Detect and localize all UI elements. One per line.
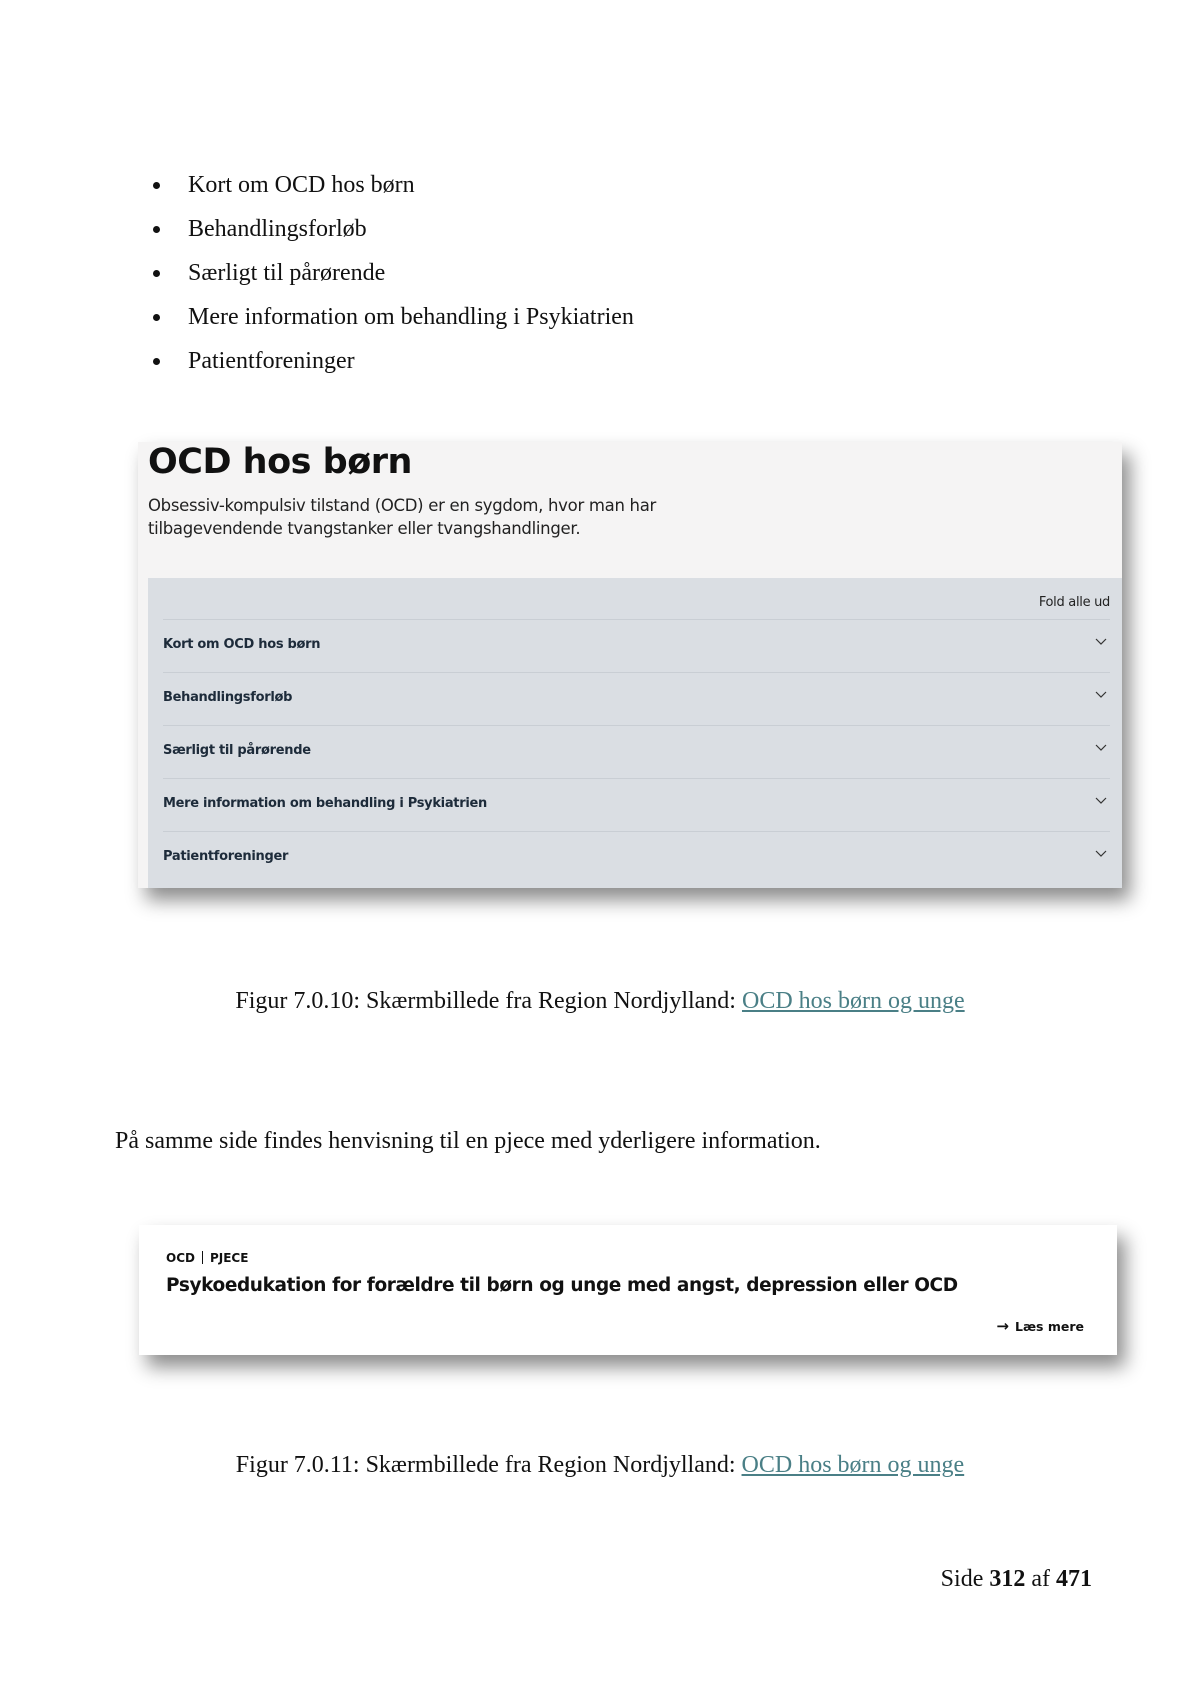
fold-all-button[interactable]: Fold alle ud	[1038, 595, 1110, 610]
list-item-text: Mere information om behandling i Psykiatrien	[188, 304, 634, 330]
chevron-down-icon	[1095, 742, 1107, 752]
bullet-icon	[153, 182, 160, 189]
chevron-down-icon	[1095, 689, 1107, 699]
list-item-text: Behandlingsforløb	[188, 216, 367, 242]
read-more-link[interactable]	[996, 1317, 1084, 1335]
accordion-item-label: Patientforeninger	[163, 849, 289, 864]
page-prefix: Side	[940, 1566, 984, 1592]
list-item-text: Kort om OCD hos børn	[188, 172, 415, 198]
bullet-list	[148, 170, 634, 390]
accordion-item-behandlingsforlob[interactable]	[163, 672, 1110, 725]
bullet-icon	[153, 314, 160, 321]
list-item-text: Patientforeninger	[188, 348, 355, 374]
chevron-down-icon	[1095, 848, 1107, 858]
accordion-item-mere-information[interactable]	[163, 778, 1110, 831]
accordion-panel	[148, 578, 1122, 888]
caption-link[interactable]: OCD hos børn og unge	[741, 1452, 965, 1478]
accordion-item-label: Kort om OCD hos børn	[163, 637, 321, 652]
chevron-down-icon	[1095, 636, 1107, 646]
bullet-icon	[153, 358, 160, 365]
arrow-right-icon: →	[996, 1317, 1009, 1335]
intro-line: Obsessiv-kompulsiv tilstand (OCD) er en sygdom, hvor man har	[148, 496, 657, 515]
screenshot-ocd-page	[138, 442, 1122, 888]
accordion-item-patientforeninger[interactable]	[163, 831, 1110, 884]
page-of: af	[1031, 1566, 1050, 1592]
accordion-item-label: Særligt til pårørende	[163, 743, 311, 758]
card-headline[interactable]: Psykoedukation for forældre til børn og unge med angst, depression eller OCD	[166, 1275, 958, 1296]
page-title: OCD hos børn	[148, 442, 412, 482]
read-more-label: Læs mere	[1014, 1319, 1084, 1334]
bullet-icon	[153, 270, 160, 277]
page-current: 312	[989, 1566, 1026, 1592]
page-total: 471	[1056, 1566, 1092, 1592]
tag-separator	[202, 1251, 203, 1264]
intro-text	[148, 494, 708, 540]
accordion-item-paarorende[interactable]	[163, 725, 1110, 778]
list-item	[148, 170, 634, 214]
caption-text: Figur 7.0.10: Skærmbillede fra Region Nordjylland:	[235, 988, 742, 1014]
caption-link[interactable]: OCD hos børn og unge	[741, 988, 965, 1014]
list-item	[148, 302, 634, 346]
accordion-item-label: Mere information om behandling i Psykiatrien	[163, 796, 487, 811]
intro-line: tilbagevendende tvangstanker eller tvangshandlinger.	[148, 519, 581, 538]
tag-pjece: PJECE	[209, 1251, 249, 1265]
accordion-item-kort-om[interactable]	[163, 619, 1110, 672]
body-paragraph: På samme side findes henvisning til en pjece med yderligere information.	[115, 1128, 821, 1154]
list-item-text: Særligt til pårørende	[188, 260, 386, 286]
list-item	[148, 346, 634, 390]
figure-caption	[0, 988, 1200, 1015]
tag-ocd: OCD	[166, 1251, 195, 1265]
accordion-item-label: Behandlingsforløb	[163, 690, 293, 705]
tag-line	[166, 1251, 248, 1265]
page-number	[941, 1566, 1092, 1593]
chevron-down-icon	[1095, 795, 1107, 805]
list-item	[148, 214, 634, 258]
bullet-icon	[153, 226, 160, 233]
figure-caption	[0, 1452, 1200, 1479]
caption-text: Figur 7.0.11: Skærmbillede fra Region Nordjylland:	[235, 1452, 742, 1478]
screenshot-pjece-card	[139, 1225, 1117, 1355]
accordion	[163, 619, 1110, 884]
list-item	[148, 258, 634, 302]
